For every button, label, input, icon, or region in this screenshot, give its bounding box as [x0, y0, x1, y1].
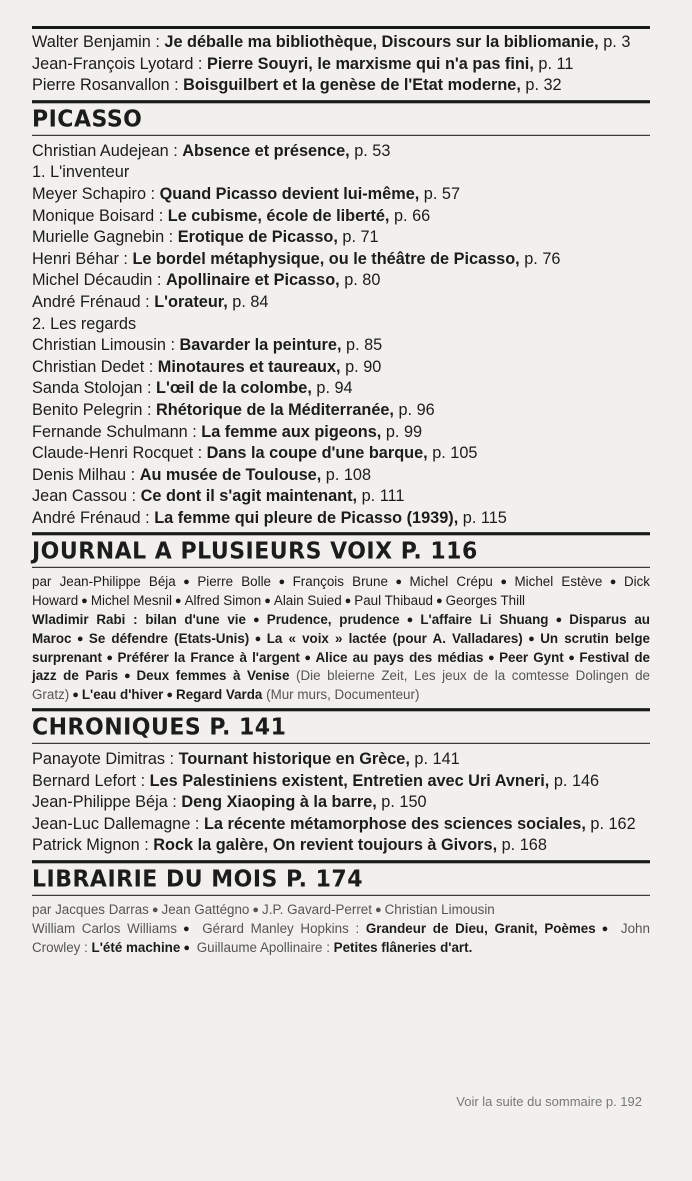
entry-author: Christian Limousin :: [32, 336, 180, 355]
article-title: La « voix » lactée (pour A. Valladares): [266, 630, 523, 646]
article-title: Se défendre (Etats-Unis): [88, 630, 250, 646]
entry-page: p. 168: [497, 836, 547, 855]
entry-author: Monique Boisard :: [32, 206, 168, 225]
entry-author: Jean-Philippe Béja :: [32, 793, 182, 812]
bullet-icon: ●: [525, 632, 538, 645]
entry-author: Christian Dedet :: [32, 357, 158, 376]
contributor: Georges Thill: [445, 593, 526, 609]
entry-author: Fernande Schulmann :: [32, 422, 202, 441]
contributor: William Carlos Williams: [32, 920, 178, 936]
entry-page: p. 11: [533, 54, 574, 73]
toc-entry: [32, 206, 650, 228]
entry-title: Les Palestiniens existent, Entretien avec Uri Avneri,: [149, 771, 550, 790]
entry-author: Benito Pelegrin :: [32, 400, 156, 419]
contributor: Michel Estève: [514, 574, 603, 590]
entry-author: André Frénaud :: [32, 292, 155, 311]
bullet-icon: ●: [252, 904, 260, 917]
entry-page: p. 115: [458, 508, 507, 527]
bullet-icon: ●: [402, 614, 418, 627]
article-title: Alice au pays des médias: [315, 649, 484, 665]
toc-entry: [32, 771, 650, 793]
entry-author: 2. Les regards: [32, 314, 137, 333]
toc-entry: [32, 54, 650, 76]
bullet-icon: ●: [551, 614, 567, 627]
entry-title: Quand Picasso devient lui-même,: [159, 184, 420, 203]
bullet-icon: ●: [264, 595, 271, 608]
toc-entry: [32, 486, 650, 508]
entry-title: La récente métamorphose des sciences sociales,: [203, 814, 586, 833]
article-title: L'affaire Li Shuang: [420, 612, 549, 628]
bullet-icon: ●: [174, 595, 182, 608]
contributor: Dick Howard: [32, 574, 650, 609]
section-heading: CHRONIQUES P. 141: [32, 708, 650, 744]
entry-page: p. 146: [549, 771, 600, 790]
toc-entry: [32, 508, 650, 530]
bullet-icon: ●: [74, 632, 86, 645]
entry-page: p. 111: [357, 487, 405, 506]
article-title: Festival de jazz de Paris: [32, 649, 650, 684]
book-title: Grandeur de Dieu, Granit, Poèmes: [365, 920, 596, 936]
article-title: Wladimir Rabi : bilan d'une vie: [32, 612, 246, 628]
toc-entry: [32, 270, 650, 292]
entry-page: p. 90: [340, 357, 382, 376]
entry-title: Le cubisme, école de liberté,: [167, 206, 390, 225]
book-title: Petites flâneries d'art.: [333, 939, 473, 955]
table-of-contents: [32, 26, 650, 957]
contributor: François Brune: [292, 574, 388, 590]
bullet-icon: ●: [178, 576, 195, 589]
bullet-icon: ●: [486, 651, 497, 664]
entry-title: L'œil de la colombe,: [156, 379, 312, 398]
bullet-icon: ●: [598, 922, 612, 935]
toc-entry: [32, 443, 650, 465]
bullet-icon: ●: [495, 576, 512, 589]
entry-title: Apollinaire et Picasso,: [165, 271, 340, 290]
entry-title: Absence et présence,: [182, 141, 350, 160]
entry-author: André Frénaud :: [32, 508, 155, 527]
entry-author: Patrick Mignon :: [32, 836, 154, 855]
bullet-icon: ●: [151, 904, 159, 917]
entry-author: Jean-François Lyotard :: [32, 54, 207, 73]
bullet-icon: ●: [605, 576, 621, 589]
bullet-icon: ●: [566, 651, 577, 664]
article-title: Peer Gynt: [499, 649, 564, 665]
bullet-icon: ●: [81, 595, 88, 608]
entry-author: Michel Décaudin :: [32, 271, 166, 290]
contributor: Christian Limousin: [384, 902, 495, 918]
entry-title: La femme qui pleure de Picasso (1939),: [154, 508, 459, 527]
entry-page: p. 99: [381, 422, 423, 441]
section-chroniques: [32, 709, 650, 857]
entry-author: Pierre Rosanvallon :: [32, 76, 184, 95]
entry-title: Rock la galère, On revient toujours à Givors,: [153, 836, 498, 855]
entry-author: Jean Cassou :: [32, 487, 141, 506]
entry-page: p. 57: [419, 184, 461, 203]
contributor: Michel Mesnil: [90, 593, 172, 609]
entry-author: Meyer Schapiro :: [32, 184, 160, 203]
entry-page: p. 76: [519, 249, 561, 268]
contributor: Jean-Philippe Béja: [59, 574, 176, 590]
article-title: Regard Varda: [176, 687, 263, 703]
entry-author: Panayote Dimitras :: [32, 750, 179, 769]
entry-author: Henri Béhar :: [32, 249, 133, 268]
bullet-icon: ●: [435, 595, 443, 608]
entry-title: Je déballe ma bibliothèque, Discours sur la bibliomanie,: [164, 33, 599, 51]
bullet-icon: ●: [166, 689, 174, 702]
entry-title: Au musée de Toulouse,: [139, 465, 322, 484]
bullet-icon: ●: [390, 576, 407, 589]
entry-page: p. 94: [311, 379, 353, 398]
by-label: par: [32, 902, 52, 918]
continuation-note: Voir la suite du sommaire p. 192: [456, 1094, 642, 1109]
toc-entry: [32, 75, 650, 97]
section-heading: JOURNAL A PLUSIEURS VOIX P. 116: [32, 533, 650, 569]
bullet-icon: ●: [180, 922, 193, 935]
toc-entry: [32, 162, 650, 184]
bullet-icon: ●: [72, 689, 79, 702]
entry-title: Le bordel métaphysique, ou le théâtre de Picasso,: [132, 249, 520, 268]
toc-entry: [32, 335, 650, 357]
entry-page: p. 141: [409, 750, 460, 769]
contributor: Alfred Simon: [184, 593, 262, 609]
article-title: Disparus au Maroc: [32, 612, 650, 646]
contributor: Pierre Bolle: [197, 574, 272, 590]
contributor: Paul Thibaud: [354, 593, 433, 609]
bullet-icon: ●: [104, 651, 115, 664]
entry-title: Bavarder la peinture,: [179, 336, 342, 355]
article-note: (Mur murs, Documenteur): [266, 687, 420, 703]
toc-entry: [32, 422, 650, 444]
bullet-icon: ●: [302, 651, 313, 664]
bullet-icon: ●: [121, 670, 134, 683]
article-note: (Die bleierne Zeit, Les jeux de la comtesse Dolingen de Gratz): [32, 668, 650, 703]
toc-entry: [32, 400, 650, 422]
bullet-icon: ●: [374, 904, 382, 917]
contributor: Jean Gattégno: [161, 902, 250, 918]
top-rule: [32, 26, 650, 29]
contributor: Gérard Manley Hopkins :: [202, 920, 360, 936]
entry-page: p. 3: [598, 33, 631, 51]
entry-title: L'orateur,: [154, 292, 228, 311]
bullet-icon: ●: [344, 595, 352, 608]
entry-title: Rhétorique de la Méditerranée,: [156, 400, 394, 419]
article-title: Prudence, prudence: [266, 612, 400, 628]
entry-title: Pierre Souyri, le marxisme qui n'a pas fini,: [206, 54, 534, 73]
entry-title: Ce dont il s'agit maintenant,: [140, 487, 358, 506]
contributor: John Crowley :: [32, 920, 650, 955]
entry-author: Denis Milhau :: [32, 465, 140, 484]
toc-entry: [32, 292, 650, 314]
bullet-icon: ●: [252, 632, 264, 645]
toc-entry: [32, 465, 650, 487]
section-librairie: [32, 861, 650, 957]
toc-entry: [32, 749, 650, 771]
entry-page: p. 53: [349, 141, 391, 160]
toc-entry: [32, 227, 650, 249]
section-heading: LIBRAIRIE DU MOIS P. 174: [32, 860, 650, 896]
article-title: L'eau d'hiver: [81, 687, 164, 703]
entry-page: p. 108: [321, 465, 372, 484]
journal-articles: [32, 611, 650, 705]
entry-title: Tournant historique en Grèce,: [178, 750, 410, 769]
entry-page: p. 84: [227, 292, 269, 311]
entry-page: p. 80: [339, 271, 381, 290]
toc-entry: [32, 141, 650, 163]
entry-author: Bernard Lefort :: [32, 771, 150, 790]
picasso-entries: [32, 141, 650, 530]
by-label: par: [32, 574, 52, 590]
contributor: Alain Suied: [273, 593, 342, 609]
article-title: Deux femmes à Venise: [136, 668, 290, 684]
entry-author: Murielle Gagnebin :: [32, 228, 178, 247]
intro-entries: [32, 32, 650, 97]
book-title: L'été machine: [91, 939, 181, 955]
chroniques-entries: [32, 749, 650, 857]
entry-page: p. 96: [393, 400, 435, 419]
entry-author: 1. L'inventeur: [32, 163, 130, 182]
entry-title: Minotaures et taureaux,: [157, 357, 341, 376]
entry-page: p. 150: [376, 793, 427, 812]
contributor: Guillaume Apollinaire :: [196, 939, 330, 955]
entry-page: p. 105: [427, 444, 478, 463]
entry-author: Sanda Stolojan :: [32, 379, 157, 398]
toc-entry: [32, 792, 650, 814]
entry-title: Erotique de Picasso,: [177, 228, 338, 247]
section-heading: PICASSO: [32, 100, 650, 136]
toc-entry: [32, 814, 650, 836]
section-journal: [32, 533, 650, 705]
journal-contributors: [32, 573, 650, 611]
librairie-contributors: [32, 901, 650, 957]
entry-page: p. 66: [389, 206, 431, 225]
contributor: J.P. Gavard-Perret: [262, 902, 372, 918]
entry-title: Boisguilbert et la genèse de l'Etat moderne,: [183, 76, 521, 95]
bullet-icon: ●: [183, 941, 190, 954]
contributor: Jacques Darras: [55, 902, 149, 918]
entry-title: Dans la coupe d'une barque,: [206, 444, 428, 463]
bullet-icon: ●: [274, 576, 290, 589]
entry-page: p. 85: [341, 336, 383, 355]
toc-entry: [32, 835, 650, 857]
entry-author: Christian Audejean :: [32, 141, 183, 160]
entry-page: p. 32: [520, 76, 562, 95]
section-picasso: [32, 101, 650, 530]
toc-entry: [32, 32, 650, 54]
toc-entry: [32, 378, 650, 400]
contributor: Michel Crépu: [409, 574, 493, 590]
entry-title: La femme aux pigeons,: [201, 422, 382, 441]
entry-page: p. 162: [585, 814, 636, 833]
toc-entry: [32, 357, 650, 379]
bullet-icon: ●: [248, 614, 264, 627]
toc-entry: [32, 184, 650, 206]
entry-author: Claude-Henri Rocquet :: [32, 444, 207, 463]
article-title: Préférer la France à l'argent: [117, 649, 300, 665]
entry-author: Jean-Luc Dallemagne :: [32, 814, 204, 833]
toc-entry: [32, 314, 650, 336]
entry-title: Deng Xiaoping à la barre,: [181, 793, 377, 812]
toc-entry: [32, 249, 650, 271]
entry-page: p. 71: [337, 228, 379, 247]
article-title: Un scrutin belge surprenant: [32, 630, 650, 665]
entry-author: Walter Benjamin :: [32, 33, 165, 51]
